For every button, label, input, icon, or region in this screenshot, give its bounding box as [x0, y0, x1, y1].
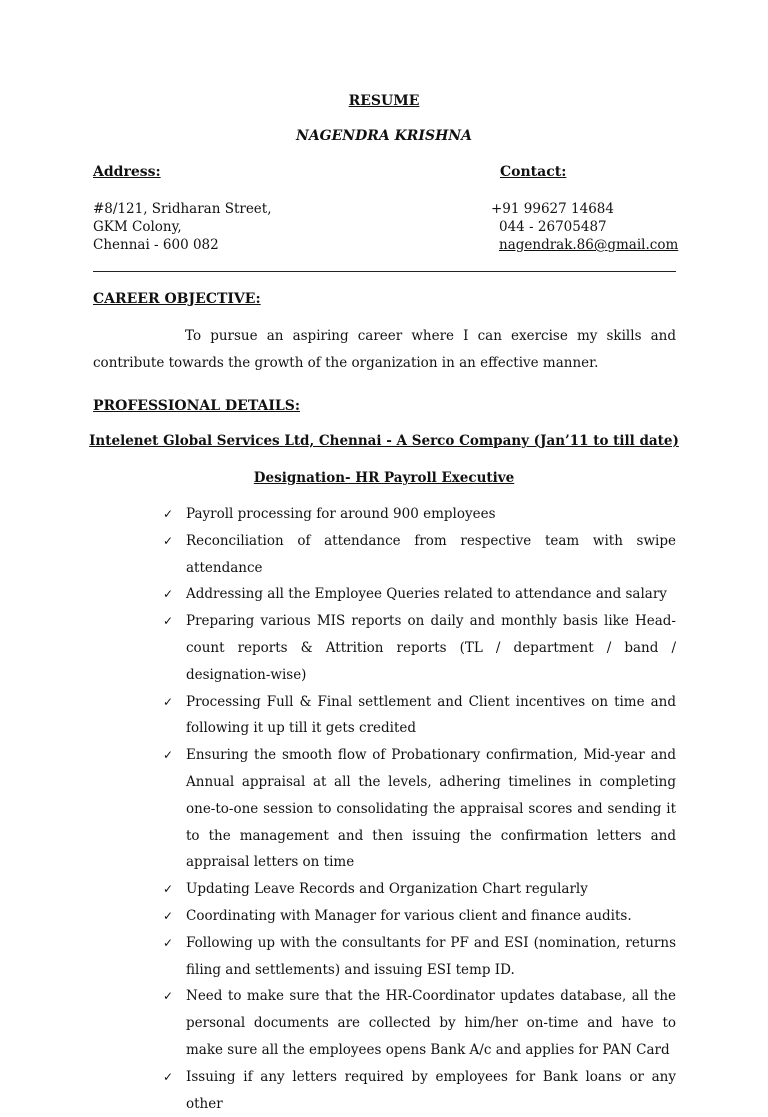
- address-line-3: Chennai - 600 082: [93, 237, 219, 253]
- check-icon: ✓: [163, 882, 174, 897]
- company-line: Intelenet Global Services Ltd, Chennai - A Serco Company (Jan’11 to till date): [89, 433, 679, 449]
- list-item-text: Need to make sure that the HR-Coordinator updates database, all the personal documents are collected by him/her on-time and have to make sure all the employees opens Bank A/c and applies for PAN Card: [186, 988, 676, 1058]
- check-icon: ✓: [163, 614, 174, 629]
- address-line-1: #8/121, Sridharan Street,: [93, 201, 272, 217]
- list-item: [163, 581, 676, 608]
- check-icon: ✓: [163, 908, 174, 923]
- career-objective-heading: CAREER OBJECTIVE:: [93, 291, 261, 307]
- candidate-name: NAGENDRA KRISHNA: [296, 128, 472, 144]
- header-divider: [93, 271, 676, 272]
- contact-phone-2: 044 - 26705487: [499, 219, 607, 235]
- address-label: Address:: [93, 164, 161, 180]
- list-item: [163, 930, 676, 984]
- list-item: [163, 1064, 676, 1117]
- list-item-text: Reconciliation of attendance from respective team with swipe attendance: [186, 532, 676, 576]
- check-icon: ✓: [163, 587, 174, 602]
- list-item: [163, 608, 676, 688]
- check-icon: ✓: [163, 989, 174, 1004]
- contact-phone-1: +91 99627 14684: [491, 201, 614, 217]
- list-item-text: Payroll processing for around 900 employees: [186, 506, 496, 522]
- check-icon: ✓: [163, 1069, 174, 1084]
- list-item-text: Processing Full & Final settlement and Client incentives on time and following it up till it gets credited: [186, 693, 676, 737]
- list-item-text: Addressing all the Employee Queries related to attendance and salary: [186, 586, 667, 603]
- address-line-2: GKM Colony,: [93, 219, 182, 235]
- list-item: [163, 689, 676, 743]
- responsibilities-list: [163, 501, 676, 1117]
- career-objective-text: To pursue an aspiring career where I can exercise my skills and contribute towards the growth of the organization in an effective manner.: [93, 328, 676, 371]
- contact-email[interactable]: nagendrak.86@gmail.com: [499, 237, 679, 253]
- address-block: [93, 200, 272, 254]
- check-icon: ✓: [163, 507, 174, 521]
- professional-details-heading: PROFESSIONAL DETAILS:: [93, 398, 300, 414]
- check-icon: ✓: [163, 748, 174, 763]
- contact-label: Contact:: [500, 164, 567, 180]
- resume-title: RESUME: [348, 93, 420, 109]
- list-item: [163, 501, 676, 528]
- check-icon: ✓: [163, 694, 174, 709]
- list-item-text: Following up with the consultants for PF and ESI (nomination, returns filing and settlements) and issuing ESI temp ID.: [186, 934, 676, 978]
- list-item-text: Coordinating with Manager for various client and finance audits.: [186, 907, 632, 924]
- list-item-text: Preparing various MIS reports on daily and monthly basis like Head-count reports & Attrition reports (TL / department / band / designation-wise): [186, 613, 676, 683]
- designation-line: Designation- HR Payroll Executive: [253, 470, 515, 486]
- list-item: [163, 742, 676, 876]
- list-item: [163, 903, 676, 930]
- check-icon: ✓: [163, 533, 174, 548]
- list-item-text: Ensuring the smooth flow of Probationary confirmation, Mid-year and Annual appraisal at all the levels, adhering timelines in completing one-to-one session to consolidating the appraisal scores and sending it to the management and then issuing the confirmation letters and appraisal letters on time: [186, 747, 676, 871]
- list-item: [163, 876, 676, 903]
- list-item-text: Updating Leave Records and Organization Chart regularly: [186, 881, 588, 898]
- list-item-text: Issuing if any letters required by employees for Bank loans or any other: [186, 1068, 676, 1112]
- check-icon: ✓: [163, 935, 174, 950]
- list-item: [163, 528, 676, 582]
